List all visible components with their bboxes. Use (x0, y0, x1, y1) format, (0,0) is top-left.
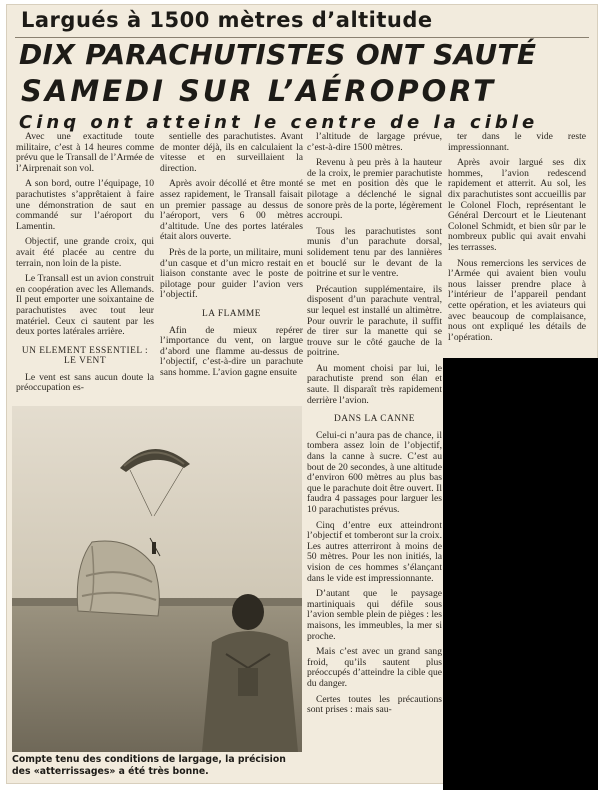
paragraph: Objectif, une grande croix, qui avait été placée au centre du terrain, non loin de la piste. (16, 236, 154, 269)
paragraph: Près de la porte, un militaire, muni d’un casque et d’un micro restait en liaison constante avec le poste de pilotage pour guider l’avion vers l’objectif. (160, 246, 303, 301)
column-4 (448, 132, 586, 357)
scan-black-area (443, 358, 598, 790)
paragraph: Après avoir décollé et être monté assez rapidement, le Transall faisait un premier passage au dessus de l’aéroport, vers 6 00 mètres d’altitude. Une des portes latérales était alors ouverte. (160, 178, 303, 243)
paragraph: Le Transall est un avion construit en coopération avec les Allemands. Il peut emporter une soixantaine de parachutistes avec tout leur matériel. Ceux ci sautent par les deux portes latérales arrière. (16, 273, 154, 338)
paragraph: Précaution supplémentaire, ils disposent d’un parachute ventral, sur lequel est installé un altimètre. Pour ouvrir le parachute, il suffit de tirer sur la manette qui se trouve sur le côté gauche de la poitrine. (307, 283, 442, 359)
paragraph: Avec une exactitude toute militaire, c’est à 14 heures comme prévu que le Transall de l’Armée de l’Airprenait son vol. (16, 132, 154, 174)
parachute-landing-illustration (12, 406, 302, 752)
subhead: LA FLAMME (202, 308, 261, 319)
paragraph: Mais c’est avec un grand sang froid, qu’ils sautent plus préoccupés d’atteindre la cible que du danger. (307, 646, 442, 689)
paragraph: Nous remercions les services de l’Armée qui avaient bien voulu nous laisser prendre place à l’intérieur de l’appareil pendant cette opération, et les aviateurs qui avec beaucoup de complaisance, nous ont expliqué les détails de l’opération. (448, 257, 586, 343)
photo-caption: Compte tenu des conditions de largage, la précision des «atterrissages» a été très bonne. (12, 754, 286, 777)
paragraph: Celui-ci n’aura pas de chance, il tombera assez loin de l’objectif, dans la canne à sucre. C’est au bout de 20 secondes, à une altitude d’environ 600 mètres au plus bas que le parachute doit être ouvert. Il faudra 4 passages pour larguer les 10 parachutistes prévus. (307, 429, 442, 515)
paragraph: l’altitude de largage prévue, c’est-à-dire 1500 mètres. (307, 132, 442, 153)
paragraph: Après avoir largué ses dix hommes, l’avion redescend rapidement et atterrit. Au sol, les dix parachutistes sont accueillis par le Colonel Floch, représentant le Général Dercourt et le Lieutenant Colonel Schmidt, et bien sûr par le nombreux public qui avait envahi les terrasses. (448, 157, 586, 253)
deck-subheadline: Cinq ont atteint le centre de la cible (19, 112, 539, 133)
subhead: DANS LA CANNE (334, 414, 415, 425)
kicker-headline: Largués à 1500 mètres d’altitude (21, 8, 433, 32)
paragraph: Au moment choisi par lui, le parachutiste prend son élan et saute. Il disparaît très rapidement derrière l’avion. (307, 362, 442, 406)
paragraph: D’autant que le paysage martiniquais qui défile sous l’avion semble plein de pièges : les maisons, les immeubles, la mer si proche. (307, 588, 442, 642)
paragraph: Afin de mieux repérer l’importance du vent, on largue d’abord une flamme au-dessus de l’objectif, c’est-à-dire un parachute sans homme. L’avion gagne ensuite (160, 324, 303, 378)
article-photo (12, 406, 302, 752)
paragraph: A son bord, outre l’équipage, 10 parachutistes s’apprêtaient à faire une démonstration de saut en commandé sur l’aéroport du Lamentin. (16, 178, 154, 232)
paragraph: Cinq d’entre eux atteindront l’objectif et tomberont sur la croix. Les autres atterriront à moins de 50 mètres. Pour les non initiés, la vision de ces hommes s’élançant dans le vide est impressionnante. (307, 519, 442, 584)
paragraph: sentielle des parachutistes. Avant de monter déjà, ils en calculaient la vitesse et en surveillaient la direction. (160, 132, 303, 174)
paragraph: ter dans le vide reste impressionnant. (448, 132, 586, 153)
column-2 (160, 132, 303, 404)
subhead: UN ELEMENT ESSENTIEL : LE VENT (21, 345, 149, 367)
headline-line-1: DIX PARACHUTISTES ONT SAUTÉ (19, 38, 537, 71)
paragraph: Tous les parachutistes sont munis d’un parachute dorsal, solidement tenu par des lannières et bouclé sur le devant de la poitrine et sur le ventre. (307, 225, 442, 280)
paragraph: Revenu à peu près à la hauteur de la croix, le premier parachutiste se met en position dès que le pilotage a déclenché le signal sonore près de la porte, légèrement accroupi. (307, 157, 442, 222)
column-3 (307, 132, 442, 782)
headline-line-2: SAMEDI SUR L’AÉROPORT (21, 74, 497, 108)
paragraph: Le vent est sans aucun doute la préoccupation es- (16, 371, 154, 394)
column-1 (16, 132, 154, 404)
paragraph: Certes toutes les précautions sont prises : mais sau- (307, 693, 442, 716)
